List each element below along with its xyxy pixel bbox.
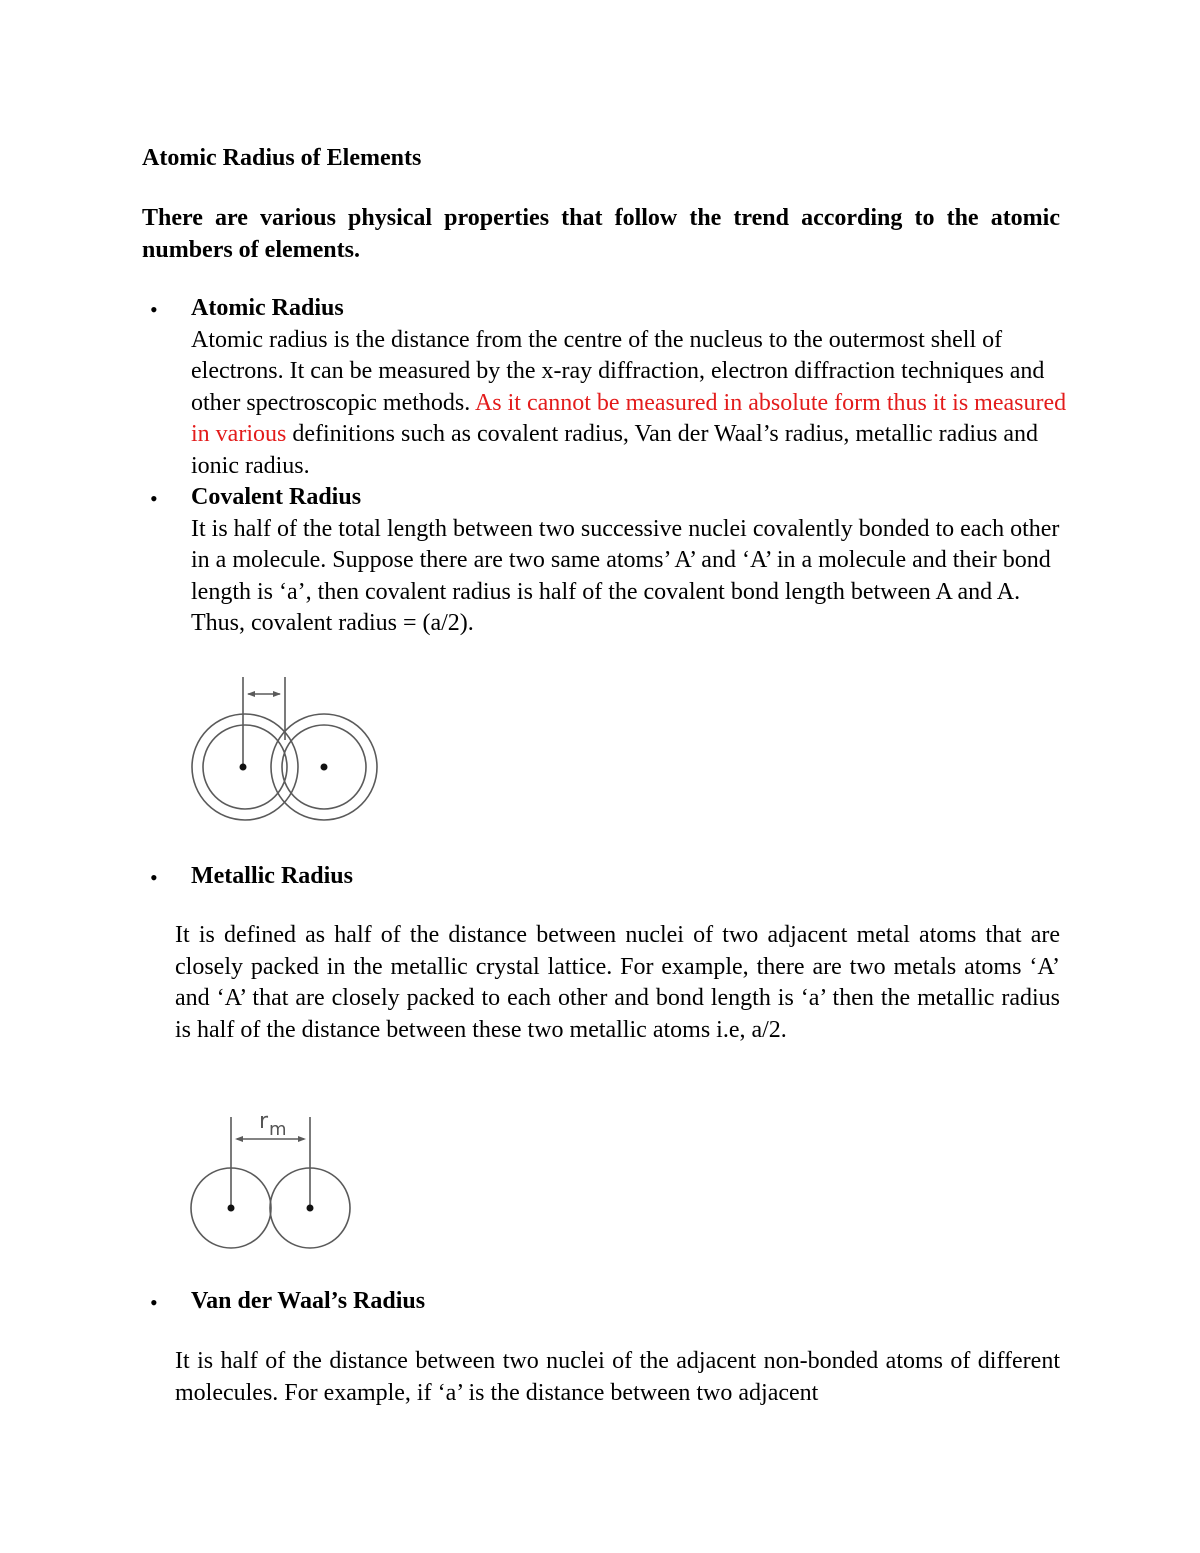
section-body — [191, 325, 1071, 483]
section-body: It is half of the total length between two successive nuclei covalently bonded to each other in a molecule. Suppose there are two same atoms’ A’ and ‘A’ in a molecule and their bond length is ‘a’, then covalent radius is half of the covalent bond length between A and A. Thus, covalent radius = (a/2). — [191, 515, 1060, 636]
bullet-atomic-radius: • — [150, 297, 158, 322]
highlighted-text: As it cannot be measured in absolute form thus it is measured in various — [191, 389, 1067, 447]
van-der-waals-body: It is half of the distance between two nuclei of the adjacent non-bonded atoms of different molecules. For example, if ‘a’ is the distance between two adjacent — [175, 1348, 1060, 1406]
intro-paragraph: There are various physical properties that follow the trend according to the atomic numbers of elements. — [142, 205, 1060, 263]
section-heading: Covalent Radius — [191, 484, 362, 510]
metallic-radius-body: It is defined as half of the distance between nuclei of two adjacent metal atoms that are closely packed in the metallic crystal lattice. For example, there are two metals atoms ‘A’ and ‘A’ that are closely packed to each other and bond length is ‘a’ then the metallic radius is half of the distance between these two metallic atoms i.e, a/2. — [175, 922, 1060, 1043]
metallic-radius-label: r — [259, 1109, 269, 1134]
metallic-radius-label-subscript: m — [269, 1119, 287, 1140]
section-metallic-radius-heading-wrap — [191, 861, 1071, 893]
bullet-van-der-waals-radius: • — [150, 1290, 158, 1315]
section-atomic-radius — [191, 293, 1071, 482]
section-heading: Van der Waal’s Radius — [191, 1288, 426, 1314]
section-van-der-waals-heading-wrap — [191, 1286, 1071, 1318]
body-text-continued: definitions such as covalent radius, Van der Waal’s radius, metallic radius and ionic radius. — [191, 421, 1038, 479]
body-text: Atomic radius is the distance from the centre of the nucleus to the outermost shell of electrons. It can be measured by the x-ray diffraction, electron diffraction techniques and other spectroscopic methods. — [191, 326, 1045, 416]
bullet-covalent-radius: • — [150, 486, 158, 511]
section-heading: Atomic Radius — [191, 295, 344, 321]
bullet-metallic-radius: • — [150, 865, 158, 890]
metallic-radius-diagram — [185, 1105, 365, 1255]
section-covalent-radius — [191, 482, 1071, 640]
page-title: Atomic Radius of Elements — [142, 145, 422, 171]
section-heading: Metallic Radius — [191, 863, 353, 889]
covalent-radius-diagram — [185, 672, 385, 822]
